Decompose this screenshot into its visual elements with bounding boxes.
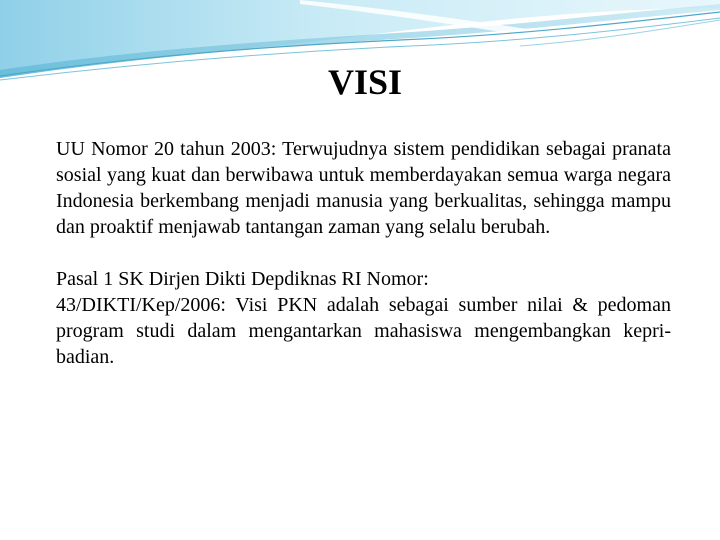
slide-body [56, 136, 671, 370]
slide-title: VISI [327, 62, 403, 102]
paragraph-pasal-1-first-line: Pasal 1 SK Dirjen Dikti Depdiknas RI Nomor: [56, 268, 429, 290]
paragraph-pasal-1 [56, 266, 671, 370]
paragraph-uu-nomor-20: UU Nomor 20 tahun 2003: Terwujudnya sistem pendidikan sebagai pranata sosial yang kuat dan berwibawa untuk memberdayakan semua warga negara Indonesia berkembang menjadi manusia yang berkualitas, sehingga mampu dan proaktif menjawab tantangan zaman yang selalu berubah. [56, 138, 671, 238]
paragraph-pasal-1-body: 43/DIKTI/Kep/2006: Visi PKN adalah sebagai sumber nilai & pedoman program studi dalam mengantarkan mahasiswa mengembangkan kepri-badian. [56, 294, 671, 368]
